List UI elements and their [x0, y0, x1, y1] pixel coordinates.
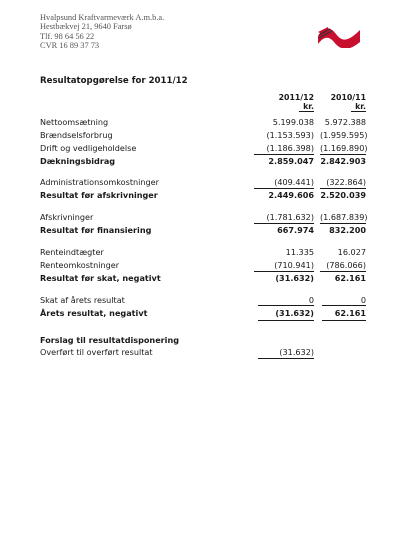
divider-aarets-2010: [322, 320, 366, 321]
row-resultat-foer-skat: Resultat før skat, negativt (31.632) 62.161: [40, 273, 366, 283]
row-nettoomsaetning: Nettoomsætning 5.199.038 5.972.388: [40, 117, 366, 127]
page-title: Resultatopgørelse for 2011/12: [40, 76, 188, 86]
row-braendselsforbrug: Brændselsforbrug (1.153.593) (1.959.595): [40, 130, 368, 140]
row-skat: Skat af årets resultat 0 0: [40, 295, 366, 305]
row-daekningsbidrag: Dækningsbidrag 2.859.047 2.842.903: [40, 156, 366, 166]
row-overfoert: Overført til overført resultat (31.632): [40, 347, 314, 357]
company-address: Hestbækvej 21, 9640 Farsø: [40, 22, 132, 32]
company-logo-icon: [316, 24, 362, 48]
row-aarets-resultat: Årets resultat, negativt (31.632) 62.161: [40, 308, 366, 318]
row-afskrivninger: Afskrivninger (1.781.632) (1.687.839): [40, 212, 368, 222]
row-renteindtaegter: Renteindtægter 11.335 16.027: [40, 247, 366, 257]
company-cvr: CVR 16 89 37 73: [40, 41, 100, 51]
company-phone: Tlf. 98 64 56 22: [40, 31, 95, 41]
column-header-2011-12: 2011/12 kr.: [278, 93, 314, 111]
row-renteomkostninger: Renteomkostninger (710.941) (786.066): [40, 260, 366, 270]
company-name: Hvalpsund Kraftvarmeværk A.m.b.a.: [40, 13, 165, 22]
row-resultat-foer-finansiering: Resultat før finansiering 667.974 832.200: [40, 225, 366, 235]
company-header: [40, 13, 164, 51]
column-header-2010-11: 2010/11 kr.: [330, 93, 366, 111]
row-resultat-foer-afskrivninger: Resultat før afskrivninger 2.449.606 2.520.039: [40, 190, 366, 200]
divider-skat-2010: [322, 305, 366, 306]
divider-overfoert: [258, 358, 314, 359]
section-resultatdisponering: Forslag til resultatdisponering: [40, 335, 180, 345]
divider-skat-2011: [258, 305, 314, 306]
divider-aarets-2011: [258, 320, 314, 321]
row-drift: Drift og vedligeholdelse (1.186.398) (1.169.890): [40, 143, 368, 153]
row-administration: Administrationsomkostninger (409.441) (322.864): [40, 177, 366, 187]
